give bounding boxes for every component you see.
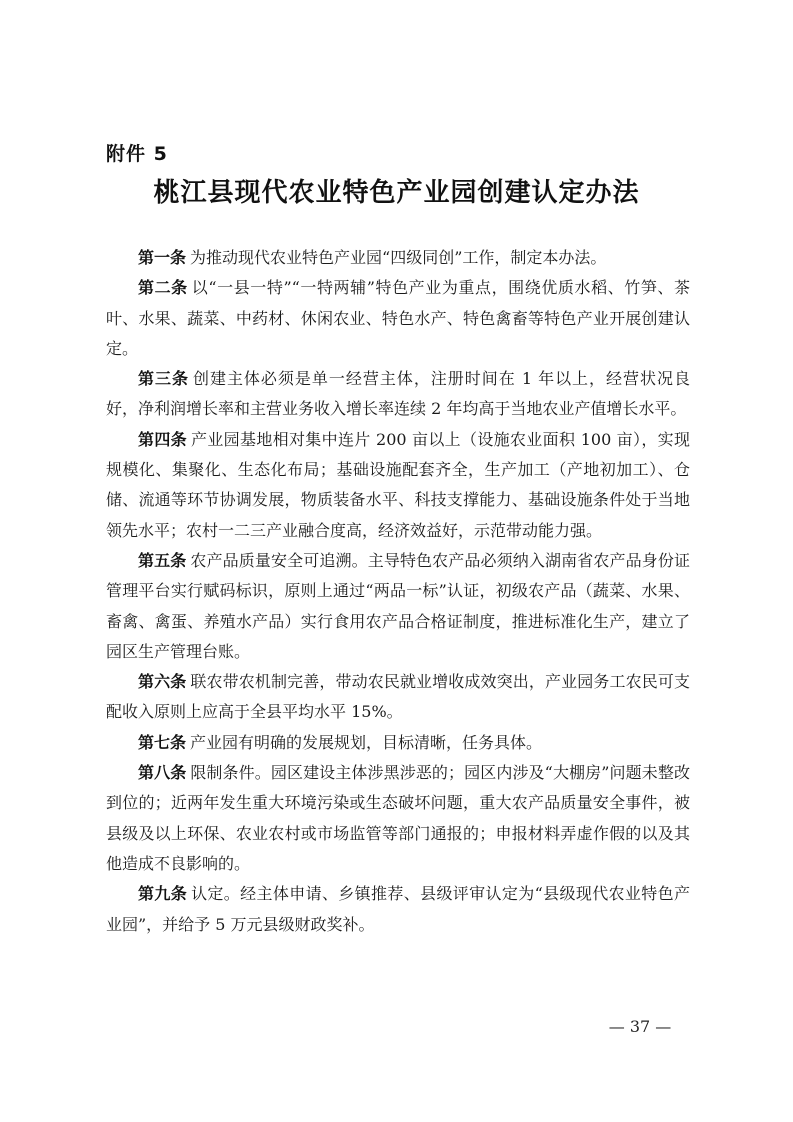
article-number: 第九条 — [138, 884, 188, 904]
article-text: 限制条件。园区建设主体涉黑涉恶的；园区内涉及“大棚房”问题未整改到位的；近两年发生重大环境污染或生态破坏问题，重大农产品质量安全事件，被县级及以上环保、农业农村或市场监管等部门通报的；申报材料弄虚作假的以及其他造成不良影响的。 — [106, 763, 690, 873]
article-text: 农产品质量安全可追溯。主导特色农产品必须纳入湖南省农产品身份证管理平台实行赋码标识，原则上通过“两品一标”认证，初级农产品（蔬菜、水果、畜禽、禽蛋、养殖水产品）实行食用农产品合格证制度，推进标准化生产，建立了园区生产管理台账。 — [106, 550, 690, 661]
article-text: 为推动现代农业特色产业园“四级同创”工作，制定本办法。 — [190, 248, 607, 267]
article-text: 认定。经主体申请、乡镇推荐、县级评审认定为“县级现代农业特色产业园”，并给予 5 万元县级财政奖补。 — [106, 884, 690, 934]
article-8 — [106, 758, 690, 879]
article-number: 第二条 — [138, 278, 188, 298]
page-number: — 37 — — [608, 1017, 672, 1036]
article-text: 产业园基地相对集中连片 200 亩以上（设施农业面积 100 亩），实现规模化、集聚化、生态化布局；基础设施配套齐全，生产加工（产地初加工）、仓储、流通等环节协调发展，物质装备水平、科技支撑能力、基础设施条件处于当地领先水平；农村一二三产业融合度高，经济效益好，示范带动能力强。 — [106, 429, 690, 540]
article-text: 联农带农机制完善，带动农民就业增收成效突出，产业园务工农民可支配收入原则上应高于全县平均水平 15%。 — [106, 672, 690, 722]
article-5 — [106, 546, 690, 667]
article-number: 第六条 — [138, 672, 187, 692]
article-3 — [106, 364, 690, 425]
document-title: 桃江县现代农业特色产业园创建认定办法 — [153, 178, 640, 208]
article-text: 产业园有明确的发展规划，目标清晰，任务具体。 — [190, 732, 543, 752]
article-1 — [106, 243, 690, 273]
articles-body — [106, 243, 690, 940]
article-9 — [106, 879, 690, 940]
attachment-label: 附件 5 — [106, 143, 168, 165]
article-number: 第五条 — [138, 550, 187, 570]
article-text: 创建主体必须是单一经营主体，注册时间在 1 年以上，经营状况良好，净利润增长率和主营业务收入增长率连续 2 年均高于当地农业产值增长水平。 — [106, 369, 690, 419]
article-number: 第八条 — [138, 763, 187, 783]
article-number: 第一条 — [138, 248, 187, 267]
article-number: 第三条 — [138, 369, 189, 389]
article-2 — [106, 273, 690, 364]
article-4 — [106, 425, 690, 546]
article-6 — [106, 667, 690, 728]
article-7 — [106, 728, 690, 758]
article-text: 以“一县一特”“一特两辅”特色产业为重点，围绕优质水稻、竹笋、茶叶、水果、蔬菜、中药材、休闲农业、特色水产、特色禽畜等特色产业开展创建认定。 — [106, 278, 690, 358]
article-number: 第四条 — [138, 429, 187, 449]
article-number: 第七条 — [138, 732, 187, 752]
